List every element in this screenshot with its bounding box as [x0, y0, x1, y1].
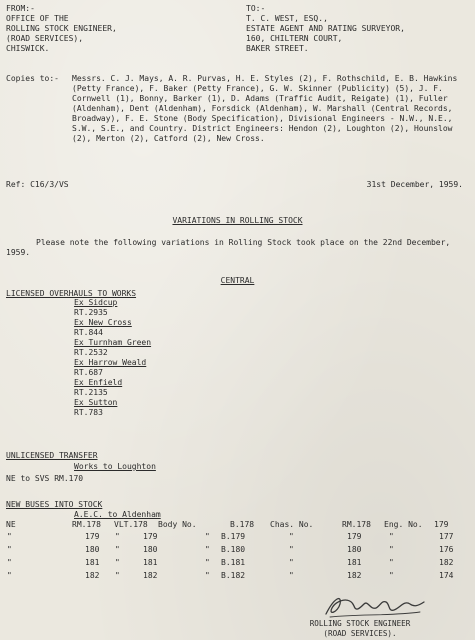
- table-cell: 182: [85, 571, 100, 580]
- from-line: FROM:-: [6, 4, 35, 13]
- table-cell: 177: [439, 532, 454, 541]
- memo-title: VARIATIONS IN ROLLING STOCK: [172, 216, 303, 225]
- table-cell: ": [7, 558, 12, 567]
- table-cell: B.179: [221, 532, 246, 541]
- from-line: ROLLING STOCK ENGINEER,: [6, 24, 117, 33]
- licensed-overhauls-heading: LICENSED OVERHAULS TO WORKS: [6, 289, 137, 298]
- table-cell: RM.178: [72, 520, 101, 529]
- intro-paragraph: Please note the following variations in Rolling Stock took place on the 22nd December, 1959.: [6, 238, 451, 257]
- table-cell: 174: [439, 571, 454, 580]
- table-cell: ": [289, 571, 294, 580]
- copies-list: Messrs. C. J. Mays, A. R. Purvas, H. E. Styles (2), F. Rothschild, E. B. Hawkins (Petty France), F. Baker (Petty France), G. W. Skinner (Publicity) (5), J. F. Cornwell (1), Bonny, Barker (1), D. Adams (Traffic Audit, Reigate) (1), Fuller (Aldenham), Dent (Aldenham), Forsdick (Aldenham), W. Marshall (Central Records, Broadway), F. E. Stone (Body Specification), Divisional Engineers - N.W., N.E., S.W., S.E., and Country. District Engineers: Hendon (2), Loughton (2), Hounslow (2), Merton (2), Catford (2), New Cross.: [72, 74, 458, 143]
- overhaul-origin: Ex New Cross: [74, 318, 132, 327]
- table-cell: ": [389, 532, 394, 541]
- table-cell: 179: [143, 532, 158, 541]
- new-buses-route: A.E.C. to Aldenham: [74, 510, 161, 519]
- table-row: [6, 569, 466, 582]
- table-cell: ": [289, 558, 294, 567]
- to-line: TO:-: [246, 4, 266, 13]
- new-buses-heading: NEW BUSES INTO STOCK: [6, 500, 103, 509]
- unlicensed-transfer-route: Works to Loughton: [74, 462, 156, 471]
- table-cell: ": [115, 558, 120, 567]
- table-cell: 182: [439, 558, 454, 567]
- table-cell: RM.178: [342, 520, 371, 529]
- table-cell: 182: [143, 571, 158, 580]
- table-cell: Eng. No.: [384, 520, 423, 529]
- overhaul-bus: RT.2135: [74, 388, 108, 397]
- to-address-block: [246, 4, 405, 54]
- copies-label: Copies to:-: [6, 74, 59, 83]
- table-cell: ": [289, 545, 294, 554]
- overhaul-origin: Ex Sidcup: [74, 298, 118, 307]
- table-cell: B.180: [221, 545, 246, 554]
- table-cell: 181: [143, 558, 158, 567]
- table-cell: ": [205, 558, 210, 567]
- table-cell: B.182: [221, 571, 246, 580]
- table-cell: 180: [143, 545, 158, 554]
- table-cell: ": [389, 545, 394, 554]
- table-cell: ": [7, 571, 12, 580]
- table-cell: ": [205, 545, 210, 554]
- table-cell: 181: [347, 558, 362, 567]
- table-cell: 176: [439, 545, 454, 554]
- table-cell: ": [389, 571, 394, 580]
- table-cell: B.181: [221, 558, 246, 567]
- table-cell: 181: [85, 558, 100, 567]
- to-line: ESTATE AGENT AND RATING SURVEYOR,: [246, 24, 405, 33]
- table-cell: ": [205, 532, 210, 541]
- section-heading-central: CENTRAL: [220, 276, 255, 285]
- table-cell: ": [389, 558, 394, 567]
- overhaul-bus: RT.2532: [74, 348, 108, 357]
- table-row: [6, 543, 466, 556]
- table-cell: ": [7, 545, 12, 554]
- overhaul-bus: RT.844: [74, 328, 103, 337]
- table-cell: NE: [6, 520, 16, 529]
- table-cell: 179: [347, 532, 362, 541]
- overhaul-origin: Ex Turnham Green: [74, 338, 152, 347]
- overhaul-bus: RT.2935: [74, 308, 108, 317]
- table-cell: ": [115, 532, 120, 541]
- from-line: (ROAD SERVICES),: [6, 34, 84, 43]
- signatory-title: [300, 619, 420, 639]
- signatory-line: (ROAD SERVICES).: [323, 629, 397, 638]
- table-cell: ": [205, 571, 210, 580]
- from-line: OFFICE OF THE: [6, 14, 69, 23]
- unlicensed-transfer-row: [6, 474, 83, 484]
- new-buses-table: [6, 519, 460, 530]
- new-buses-rows: [6, 530, 466, 582]
- reference-number: Ref: C16/3/VS: [6, 180, 69, 189]
- handwritten-signature: [320, 590, 430, 620]
- transfer-prefix: NE to SVS: [6, 474, 50, 483]
- table-cell: 179: [434, 520, 449, 529]
- table-row: [6, 556, 466, 569]
- table-row: [6, 519, 460, 530]
- memo-date: 31st December, 1959.: [366, 180, 463, 189]
- table-row: [6, 530, 466, 543]
- table-cell: Body No.: [158, 520, 197, 529]
- overhaul-bus: RT.687: [74, 368, 103, 377]
- to-line: BAKER STREET.: [246, 44, 309, 53]
- table-cell: Chas. No.: [270, 520, 314, 529]
- licensed-overhauls-list: [74, 298, 151, 418]
- to-line: 160, CHILTERN COURT,: [246, 34, 343, 43]
- signatory-line: ROLLING STOCK ENGINEER: [309, 619, 411, 628]
- to-line: T. C. WEST, ESQ.,: [246, 14, 328, 23]
- table-cell: 180: [85, 545, 100, 554]
- overhaul-origin: Ex Enfield: [74, 378, 123, 387]
- unlicensed-transfer-heading: UNLICENSED TRANSFER: [6, 451, 98, 460]
- overhaul-origin: Ex Sutton: [74, 398, 118, 407]
- overhaul-bus: RT.783: [74, 408, 103, 417]
- overhaul-origin: Ex Harrow Weald: [74, 358, 147, 367]
- transfer-bus: RM.170: [54, 474, 84, 483]
- from-line: CHISWICK.: [6, 44, 50, 53]
- table-cell: ": [115, 545, 120, 554]
- table-cell: ": [7, 532, 12, 541]
- table-cell: 179: [85, 532, 100, 541]
- table-cell: ": [289, 532, 294, 541]
- from-address-block: [6, 4, 117, 54]
- table-cell: 180: [347, 545, 362, 554]
- table-cell: 182: [347, 571, 362, 580]
- table-cell: B.178: [230, 520, 255, 529]
- table-cell: ": [115, 571, 120, 580]
- table-cell: VLT.178: [114, 520, 148, 529]
